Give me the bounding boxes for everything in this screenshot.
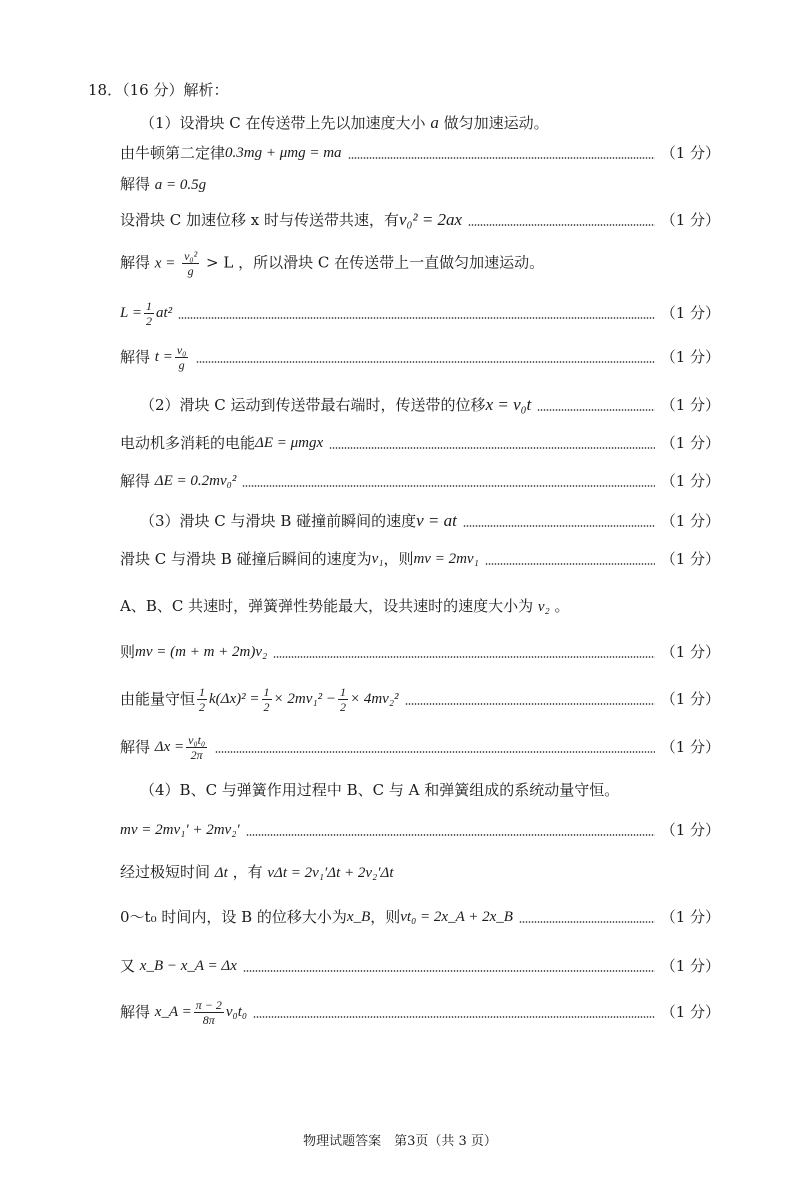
dot-leader: [405, 703, 655, 705]
score-mark: （1 分）: [660, 144, 720, 162]
fraction: $\frac{\text{v₀t₀}}{2\pi}$: [188, 732, 206, 762]
score-mark: （1 分）: [660, 821, 720, 839]
score-mark: （1 分）: [660, 348, 720, 366]
dot-leader: [519, 921, 655, 923]
momentum-conservation-line: mv = 2mv₁′ + 2mv₂′ （1 分）: [120, 818, 720, 842]
dot-leader: [485, 563, 655, 565]
displacement-difference-line: 又 x_B − x_A = Δx （1 分）: [120, 954, 720, 978]
solve-time-line: 解得 t = $\frac{\text{v₀}}{g}$ （1 分）: [120, 342, 720, 372]
fraction: $\frac{\text{v₀²}}{g}$: [184, 249, 198, 278]
score-mark: （1 分）: [660, 908, 720, 926]
dot-leader: [329, 447, 655, 449]
fraction: $\frac{1}{2}$: [199, 684, 206, 714]
fraction: $\frac{1}{2}$: [339, 684, 346, 714]
fraction: $\frac{1}{2}$: [263, 684, 270, 714]
score-mark: （1 分）: [660, 434, 720, 452]
dot-leader: [243, 970, 655, 972]
solve-energy-line: 解得 ΔE = 0.2mv₀² （1 分）: [120, 469, 720, 493]
dot-leader: [463, 525, 655, 527]
time-range-line: 0～t₀ 时间内，设 B 的位移大小为 x_B ，则 vt₀ = 2x_A + 2x_B （1 分）: [120, 905, 720, 929]
dot-leader: [537, 409, 654, 411]
score-mark: （1 分）: [660, 1003, 720, 1021]
part1-intro: （1）设滑块 C 在传送带上先以加速度大小 a 做匀加速运动。: [140, 113, 549, 132]
common-velocity-text: A、B、C 共速时，弹簧弹性势能最大，设共速时的速度大小为 v₂ 。: [120, 597, 570, 615]
dot-leader: [178, 317, 655, 319]
score-mark: （1 分）: [660, 211, 720, 229]
part4-intro: （4）B、C 与弹簧作用过程中 B、C 与 A 和弹簧组成的系统动量守恒。: [140, 781, 620, 799]
dot-leader: [196, 361, 654, 363]
dot-leader: [215, 751, 655, 753]
question-header: 18．（16 分）解析：: [88, 81, 229, 99]
dot-leader: [273, 656, 654, 658]
score-mark: （1 分）: [660, 512, 720, 530]
score-mark: （1 分）: [660, 396, 720, 414]
dot-leader: [246, 834, 655, 836]
score-mark: （1 分）: [660, 304, 720, 322]
common-speed-line: 设滑块 C 加速位移 x 时与传送带共速，有 v₀² = 2ax （1 分）: [120, 208, 720, 232]
score-mark: （1 分）: [660, 643, 720, 661]
fraction: $\frac{\pi - 2}{8\pi}$: [195, 997, 222, 1027]
dot-leader: [242, 485, 654, 487]
solve-xa-line: 解得 x_A = $\frac{\pi - 2}{8\pi}$ v₀t₀ （1 分）: [120, 997, 720, 1027]
score-mark: （1 分）: [660, 472, 720, 490]
part2-intro: （2）滑块 C 运动到传送带最右端时，传送带的位移 x = v₀t （1 分）: [140, 393, 720, 417]
energy-conservation-line: 由能量守恒 $\frac{1}{2}$ k(Δx)² = $\frac{1}{2}$ × 2mv₁² − $\frac{1}{2}$ × 4mv₂² （1 分）: [120, 684, 720, 714]
after-collision-line: 滑块 C 与滑块 B 碰撞后瞬间的速度为 v₁ ，则 mv = 2mv₁ （1 分）: [120, 547, 720, 571]
fraction: $\frac{1}{2}$: [145, 298, 152, 328]
fraction: $\frac{\text{v₀}}{g}$: [176, 342, 187, 372]
page-footer: 物理试题答案 第3页（共 3 页）: [303, 1134, 497, 1149]
newton-second-law-line: 由牛顿第二定律 0.3mg + μmg = ma （1 分）: [120, 141, 720, 165]
part3-intro: （3）滑块 C 与滑块 B 碰撞前瞬间的速度 v = at （1 分）: [140, 509, 720, 533]
score-mark: （1 分）: [660, 550, 720, 568]
score-mark: （1 分）: [660, 957, 720, 975]
solve-acceleration: 解得 a = 0.5g: [120, 175, 207, 193]
solve-displacement: 解得 x = $\frac{\text{v₀²}}{g}$ > L ，所以滑块 C 在传送带上一直做匀加速运动。: [120, 249, 545, 278]
length-time-line: L = $\frac{1}{2}$ at² （1 分）: [120, 298, 720, 328]
momentum-line: 则 mv = (m + m + 2m)v₂ （1 分）: [120, 640, 720, 664]
score-mark: （1 分）: [660, 738, 720, 756]
dot-leader: [253, 1016, 655, 1018]
dot-leader: [348, 157, 655, 159]
score-mark: （1 分）: [660, 690, 720, 708]
energy-consumed-line: 电动机多消耗的电能 ΔE = μmgx （1 分）: [120, 431, 720, 455]
short-interval-line: 经过极短时间 Δt ，有 vΔt = 2v₁′Δt + 2v₂′Δt: [120, 863, 394, 881]
dot-leader: [468, 224, 655, 226]
solve-compression-line: 解得 Δx = $\frac{\text{v₀t₀}}{2\pi}$ （1 分）: [120, 732, 720, 762]
